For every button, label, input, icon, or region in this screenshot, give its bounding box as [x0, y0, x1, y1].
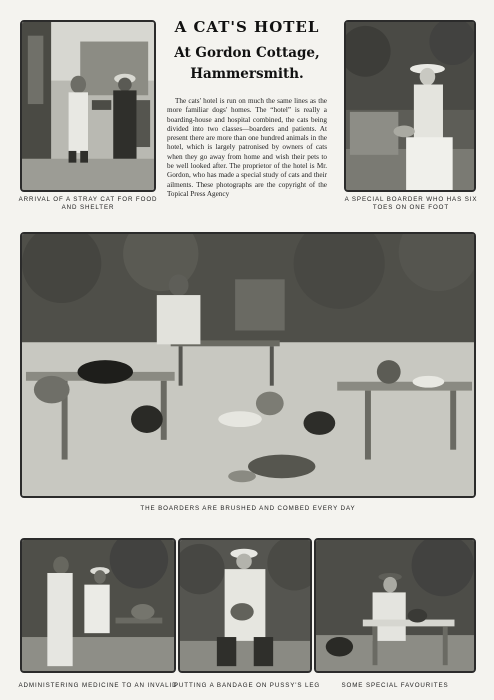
- caption-boarders-brushed: THE BOARDERS ARE BRUSHED AND COMBED EVERY DAY: [140, 505, 356, 512]
- article-body: The cats' hotel is run on much the same lines as the more familiar dogs' homes. The “hotel” is really a boarding-house and hospital combined, the cats being divided into two classes—boarders and patients. At present there are more than one hundred animals in the hotel, which is largely patronised by owners of cats when they go away from home and wish their pets to be well looked after. The proprietor of the hotel is Mr. Gordon, who has made a special study of cats and their ailments. These photographs are the copyright of the Topical Press Agency: [167, 97, 327, 198]
- photo-boarders-brushed-image: [22, 234, 474, 496]
- photo-special-favourites: [314, 538, 476, 673]
- caption-bandaging-leg: PUTTING A BANDAGE ON PUSSY'S LEG: [173, 682, 321, 689]
- photo-administering-medicine-image: [22, 540, 174, 671]
- caption-stray-cat-arrival: ARRIVAL OF A STRAY CAT FOR FOOD AND SHELTER: [18, 196, 158, 211]
- photo-six-toes-boarder: [344, 20, 476, 192]
- photo-special-favourites-image: [316, 540, 474, 671]
- photo-stray-cat-arrival: [20, 20, 156, 192]
- photo-six-toes-boarder-image: [346, 22, 474, 190]
- caption-six-toes-boarder: A SPECIAL BOARDER WHO HAS SIX TOES ON ONE FOOT: [344, 196, 478, 211]
- article-subtitle-line2: Hammersmith.: [190, 66, 304, 82]
- caption-administering-medicine: ADMINISTERING MEDICINE TO AN INVALID: [18, 682, 178, 689]
- photo-boarders-brushed: [20, 232, 476, 498]
- photo-bandaging-leg: [178, 538, 312, 673]
- caption-special-favourites: SOME SPECIAL FAVOURITES: [341, 682, 449, 689]
- photo-stray-cat-arrival-image: [22, 22, 154, 190]
- article-subtitle-line1: At Gordon Cottage,: [174, 45, 320, 61]
- photo-bandaging-leg-image: [180, 540, 310, 671]
- photo-administering-medicine: [20, 538, 176, 673]
- article-title: A CAT'S HOTEL: [174, 18, 320, 36]
